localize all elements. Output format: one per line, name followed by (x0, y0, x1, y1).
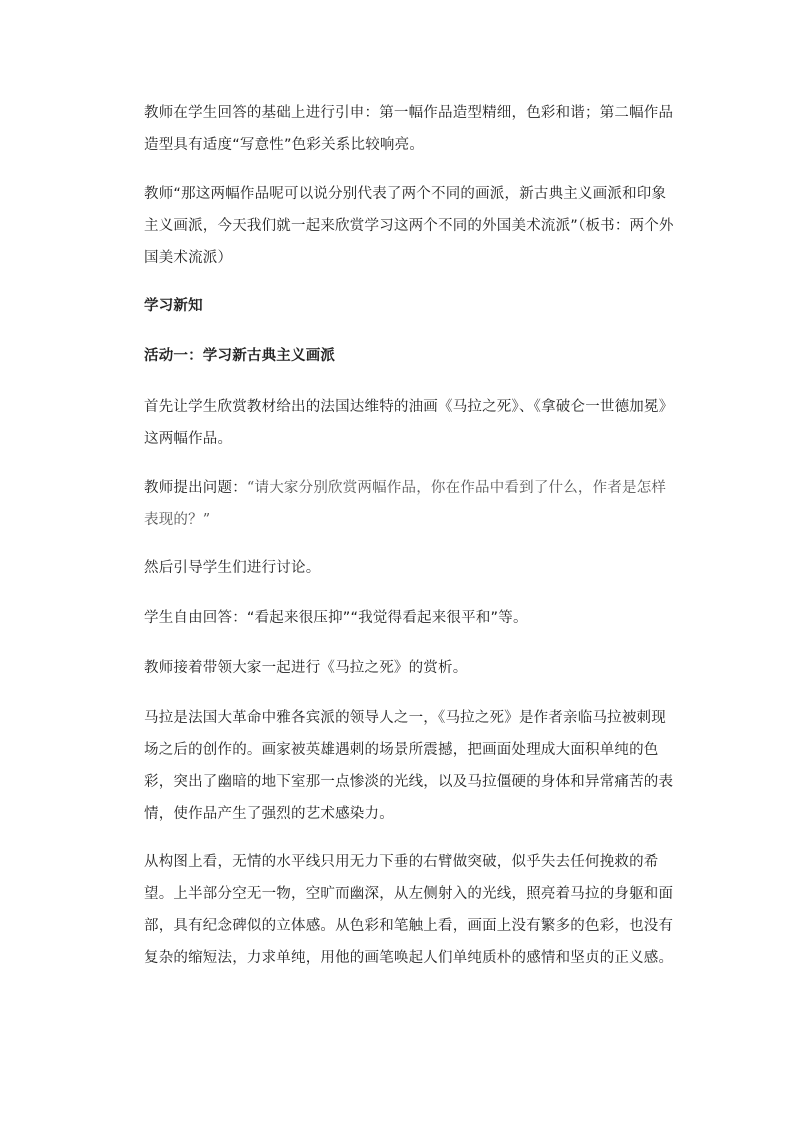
paragraph-composition: 从构图上看，无情的水平线只用无力下垂的右臂做突破，似乎失去任何挽救的希望。上半部分空无一物，空旷而幽深，从左侧射入的光线，照亮着马拉的身躯和面部，具有纪念碑似的立体感。从色彩和笔触上看，画面上没有繁多的色彩，也没有复杂的缩短法，力求单纯，用他的画笔唤起人们单纯质朴的感情和坚贞的正义感。 (144, 854, 674, 966)
paragraph-appreciate-works: 首先让学生欣赏教材给出的法国达维特的油画《马拉之死》、《拿破仑一世德加冕》这两幅作品。 (144, 399, 674, 447)
paragraph-marat-background: 马拉是法国大革命中雅各宾派的领导人之一，《马拉之死》是作者亲临马拉被刺现场之后的创作的。画家被英雄遇刺的场景所震撼，把画面处理成大面积单纯的色彩，突出了幽暗的地下室那一点惨淡的光线，以及马拉僵硬的身体和异常痛苦的表情，使作品产生了强烈的艺术感染力。 (144, 710, 674, 822)
heading-learn-new: 学习新知 (144, 298, 203, 314)
paragraph-student-answers: 学生自由回答：“看起来很压抑”“我觉得看起来很平和”等。 (144, 610, 528, 626)
paragraph-teacher-extension: 教师在学生回答的基础上进行引申：第一幅作品造型精细，色彩和谐；第二幅作品造型具有适度“写意性”色彩关系比较响亮。 (144, 105, 674, 153)
paragraph-teacher-question (144, 472, 676, 536)
heading-activity-one: 活动一：学习新古典主义画派 (144, 348, 336, 364)
question-lead: 教师提出问题： (144, 480, 247, 496)
paragraph-discussion: 然后引导学生们进行讨论。 (144, 560, 321, 576)
question-quote: “请大家分别欣赏两幅作品，你在作品中看到了什么，作者是怎样表现的？” (144, 480, 667, 528)
paragraph-teacher-intro-schools: 教师“那这两幅作品呢可以说分别代表了两个不同的画派，新古典主义画派和印象主义画派，今天我们就一起来欣赏学习这两个不同的外国美术流派”（板书：两个外国美术流派） (144, 186, 674, 266)
paragraph-teacher-analysis: 教师接着带领大家一起进行《马拉之死》的赏析。 (144, 660, 468, 676)
